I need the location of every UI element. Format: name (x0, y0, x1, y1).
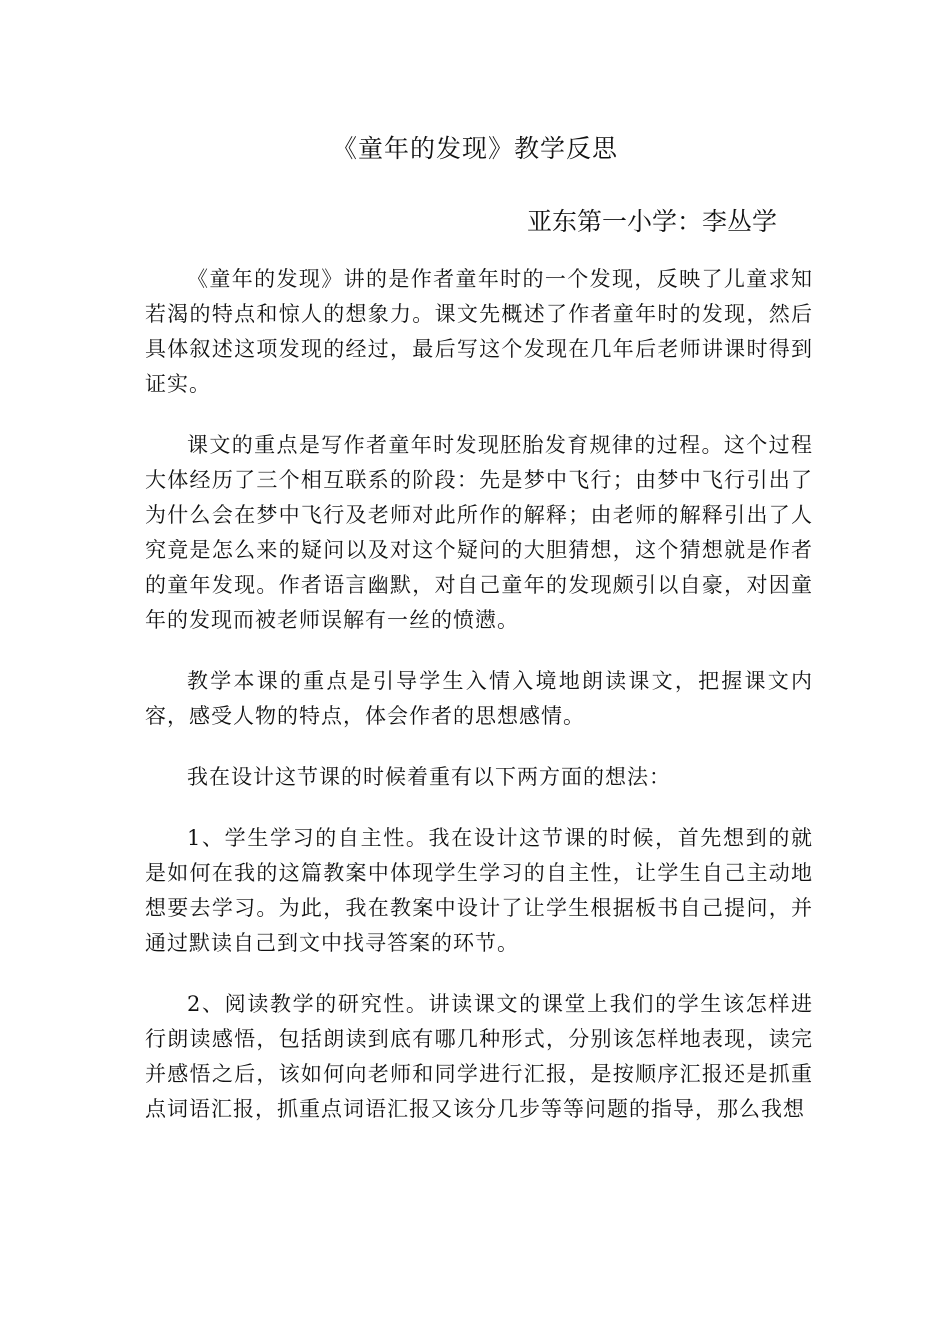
paragraph-point-2: 2、阅读教学的研究性。讲读课文的课堂上我们的学生该怎样进行朗读感悟，包括朗读到底有哪几种形式，分别该怎样地表现，读完并感悟之后，该如何向老师和同学进行汇报，是按顺序汇报还是抓重点词语汇报，抓重点词语汇报又该分几步等等问题的指导，那么我想 (145, 992, 813, 1121)
paragraph-point-1: 1、学生学习的自主性。我在设计这节课的时候，首先想到的就是如何在我的这篇教案中体现学生学习的自主性，让学生自己主动地想要去学习。为此，我在教案中设计了让学生根据板书自己提问，并通过默读自己到文中找寻答案的环节。 (145, 826, 813, 955)
paragraph-teaching-focus: 教学本课的重点是引导学生入情入境地朗读课文，把握课文内容，感受人物的特点，体会作者的思想感情。 (145, 669, 813, 728)
document-body (145, 262, 813, 1153)
author-line: 亚东第一小学：李丛学 (527, 207, 778, 236)
paragraph-design-ideas: 我在设计这节课的时候着重有以下两方面的想法： (187, 765, 671, 789)
paragraph-intro: 《童年的发现》讲的是作者童年时的一个发现，反映了儿童求知若渴的特点和惊人的想象力。课文先概述了作者童年时的发现，然后具体叙述这项发现的经过，最后写这个发现在几年后老师讲课时得到证实。 (145, 267, 813, 396)
document-title: 《童年的发现》教学反思 (331, 134, 618, 163)
paragraph-key-point: 课文的重点是写作者童年时发现胚胎发育规律的过程。这个过程大体经历了三个相互联系的阶段：先是梦中飞行；由梦中飞行引出了为什么会在梦中飞行及老师对此所作的解释；由老师的解释引出了人究竟是怎么来的疑问以及对这个疑问的大胆猜想，这个猜想就是作者的童年发现。作者语言幽默，对自己童年的发现颇引以自豪，对因童年的发现而被老师误解有一丝的愤懑。 (145, 433, 813, 632)
